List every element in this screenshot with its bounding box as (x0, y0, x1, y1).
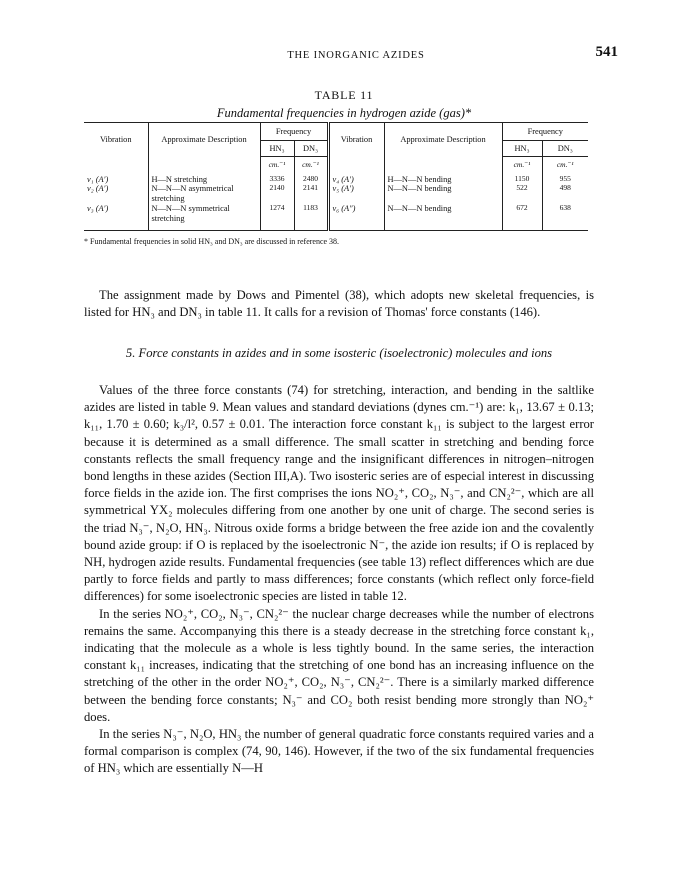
table-row (84, 204, 588, 230)
paragraph-text: The assignment made by Dows and Pimentel (38), which adopts new skeletal frequencies, is listed for HN₃ and DN₃ in table 11. It calls for a revision of Thomas' force constants (146). (84, 288, 594, 320)
unit-label: cm.⁻¹ (542, 157, 588, 175)
dn3-value: 2480 (294, 175, 328, 185)
header-approx-description-right: Approximate Description (384, 123, 502, 157)
vibration-cell: ν₄ (A′) (328, 175, 384, 185)
vibration-cell: ν₆ (A″) (328, 204, 384, 230)
table-row (84, 184, 588, 204)
unit-label: cm.⁻¹ (260, 157, 294, 175)
table-footnote: * Fundamental frequencies in solid HN₃ and DN₃ are discussed in reference 38. (84, 237, 340, 246)
description-cell: N—N—N symmetrical stretching (148, 204, 260, 230)
table-label: TABLE 11 (314, 88, 374, 102)
vibration-cell: ν₃ (A′) (84, 204, 148, 230)
running-title: THE INORGANIC AZIDES (287, 50, 425, 61)
page-number: 541 (595, 44, 618, 60)
header-vibration: Vibration (84, 123, 148, 157)
unit-label: cm.⁻¹ (294, 157, 328, 175)
header-hn3: HN₃ (260, 141, 294, 157)
paragraph-text: Values of the three force constants (74) for stretching, interaction, and bending in the saltlike azides are listed in table 9. Mean values and standard deviations (dynes cm.⁻¹) are: k₁, 13.67 ± 0.13; k₁₁, 1.70 ± 0.60; k₃/l², 0.57 ± 0.01. The interaction force constant k₁₁ is subject to the largest error because it is determined as a small difference. The small scatter in stretching and bending force constants reflects the small frequency range and the insignificant differences in nitrogen–nitrogen bond lengths in these azides (Section III,A). Two isosteric series are of especial interest in discussing force fields in the azide ion. The first comprises the ions NO₂⁺, CO₂, N₃⁻, and CN₂²⁻, which are all symmetrical YX₂ molecules differing from one another by one unit of charge. The second series is the triad N₃⁻, N₂O, HN₃. Nitrous oxide forms a bridge between the free azide ion and the covalently bound azide group: if O is replaced by the isoelectronic N⁻, the azide ion results; if O is replaced by NH, hydrogen azide results. Fundamental frequencies (see table 13) reflect differences which are due partly to force fields and partly to mass differences; force constants (which reflect only force-field differences) for some isoelectronic species are listed in table 12. (84, 383, 594, 604)
paragraph-text: In the series N₃⁻, N₂O, HN₃ the number of general quadratic force constants required varies and a formal comparison is complex (74, 90, 146). However, if the two of the six fundamental frequencies of HN₃ which are essentially N—H (84, 727, 594, 776)
frequency-table (84, 122, 588, 231)
hn3-value: 1150 (502, 175, 542, 185)
dn3-value: 1183 (294, 204, 328, 230)
dn3-value: 955 (542, 175, 588, 185)
header-vibration-right: Vibration (328, 123, 384, 157)
description-cell: N—N—N asymmetrical stretching (148, 184, 260, 204)
body-section (84, 382, 594, 778)
hn3-value: 1274 (260, 204, 294, 230)
header-dn3: DN₃ (294, 141, 328, 157)
dn3-value: 638 (542, 204, 588, 230)
vibration-cell: ν₁ (A′) (87, 174, 109, 184)
header-dn3-right: DN₃ (542, 141, 588, 157)
paragraph-text: In the series NO₂⁺, CO₂, N₃⁻, CN₂²⁻ the nuclear charge decreases while the number of electrons remains the same. Accompanying this there is a steady decrease in the stretching force constant k₁, indicating that the molecule as a whole is less tightly bound. In the same series, the interaction constant k₁₁ increases, indicating that the stretching of one bond has an increasing influence on the stretching of the other in the order NO₂⁺, CO₂, N₃⁻, CN₂²⁻. There is a similarly marked difference between the bending force constants; N₃⁻ and CO₂ both resist bending more strongly than NO₂⁺ does. (84, 606, 594, 724)
unit-label: cm.⁻¹ (502, 157, 542, 175)
hn3-value: 522 (502, 184, 542, 204)
description-cell: N—N—N bending (384, 204, 502, 230)
hn3-value: 2140 (260, 184, 294, 204)
header-approx-description: Approximate Description (148, 123, 260, 157)
description-cell: H—N—N bending (384, 175, 502, 185)
dn3-value: 498 (542, 184, 588, 204)
header-frequency-right: Frequency (502, 123, 588, 141)
description-cell: H—N stretching (148, 175, 260, 185)
hn3-value: 3336 (260, 175, 294, 185)
hn3-value: 672 (502, 204, 542, 230)
table-row (84, 175, 588, 185)
vibration-cell: ν₅ (A′) (328, 184, 384, 204)
header-hn3-right: HN₃ (502, 141, 542, 157)
running-head (94, 44, 618, 66)
section-heading: 5. Force constants in azides and in some isosteric (isoelectronic) molecules and ions (125, 346, 553, 360)
body-paragraph (84, 287, 594, 321)
description-cell: N—N—N bending (384, 184, 502, 204)
dn3-value: 2141 (294, 184, 328, 204)
header-frequency: Frequency (260, 123, 328, 141)
table-caption: Fundamental frequencies in hydrogen azide (gas)* (216, 106, 472, 120)
vibration-cell: ν₂ (A′) (87, 184, 109, 194)
